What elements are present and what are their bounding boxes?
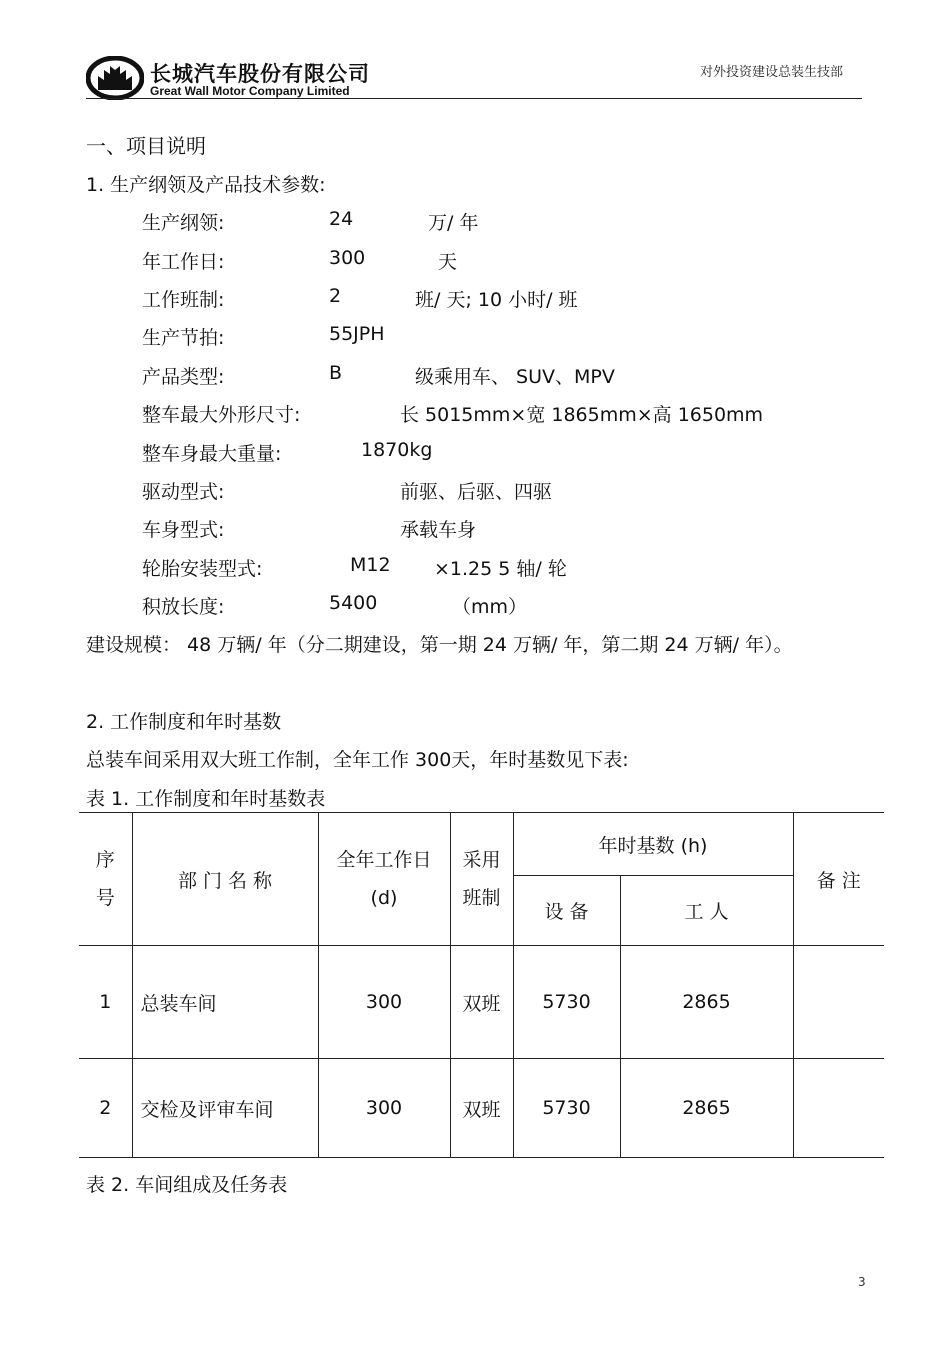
param-value: 300 <box>329 247 366 269</box>
param-label: 驱动型式: <box>142 481 225 503</box>
param-unit: ×1.25 5 轴/ 轮 <box>434 558 567 580</box>
header-work-days-label: 全年工作日 <box>336 849 432 871</box>
great-wall-logo-icon <box>86 56 144 100</box>
cell-dept-name: 总装车间 <box>132 946 318 1059</box>
header-shift <box>450 813 513 946</box>
param-value: 24 <box>329 208 354 230</box>
cell-work-days: 300 <box>318 1059 450 1158</box>
cell-note <box>793 946 884 1059</box>
company-logo <box>86 56 386 100</box>
header-equipment: 设 备 <box>513 876 620 946</box>
param-value: 承载车身 <box>400 519 477 541</box>
header-seq-line1: 序 <box>95 849 115 871</box>
cell-equipment-hours: 5730 <box>513 946 620 1059</box>
param-label: 整车身最大重量: <box>142 443 282 465</box>
param-label: 产品类型: <box>142 366 225 388</box>
header-shift-line2: 班制 <box>462 887 501 909</box>
header-shift-line1: 采用 <box>462 849 501 871</box>
logo-chinese-name: 长城汽车股份有限公司 <box>150 62 370 86</box>
header-seq-line2: 号 <box>95 887 115 909</box>
header-work-days-unit: (d) <box>370 887 398 909</box>
param-value: 2 <box>329 285 342 307</box>
cell-work-days: 300 <box>318 946 450 1059</box>
cell-seq: 1 <box>79 946 132 1059</box>
param-label: 积放长度: <box>142 596 225 618</box>
section-title: 一、项目说明 <box>86 134 206 158</box>
param-label: 工作班制: <box>142 289 225 311</box>
logo-english-name: Great Wall Motor Company Limited <box>150 84 350 98</box>
param-value: B <box>329 362 343 384</box>
header-annual-hours: 年时基数 (h) <box>513 813 793 876</box>
header-seq <box>79 813 132 946</box>
param-value: M12 <box>350 554 391 576</box>
param-unit: （mm） <box>452 596 528 618</box>
param-label: 整车最大外形尺寸: <box>142 404 301 426</box>
param-value: 前驱、后驱、四驱 <box>400 481 553 503</box>
param-value: 长 5015mm×宽 1865mm×高 1650mm <box>400 404 764 426</box>
subsection-title: 1. 生产纲领及产品技术参数: <box>86 174 326 196</box>
param-value: 55JPH <box>329 323 385 345</box>
cell-dept-name: 交检及评审车间 <box>132 1059 318 1158</box>
section-description: 总装车间采用双大班工作制，全年工作 300天，年时基数见下表: <box>86 749 629 771</box>
header-worker: 工 人 <box>620 876 793 946</box>
cell-worker-hours: 2865 <box>620 946 793 1059</box>
header-divider <box>86 98 862 99</box>
cell-equipment-hours: 5730 <box>513 1059 620 1158</box>
page-number: 3 <box>858 1275 866 1289</box>
table-caption: 表 1. 工作制度和年时基数表 <box>86 788 326 810</box>
param-value: 1870kg <box>361 439 433 461</box>
param-unit: 天 <box>438 251 458 273</box>
table-caption: 表 2. 车间组成及任务表 <box>86 1174 288 1196</box>
param-value: 5400 <box>329 592 378 614</box>
cell-note <box>793 1059 884 1158</box>
table-row <box>79 1059 884 1158</box>
cell-shift: 双班 <box>450 1059 513 1158</box>
header-work-days <box>318 813 450 946</box>
header-dept-name: 部 门 名 称 <box>132 813 318 946</box>
work-system-table <box>79 812 884 1158</box>
param-label: 车身型式: <box>142 519 225 541</box>
table-row <box>79 946 884 1059</box>
cell-shift: 双班 <box>450 946 513 1059</box>
param-unit: 万/ 年 <box>428 212 479 234</box>
param-unit: 级乘用车、 SUV、MPV <box>415 366 615 388</box>
construction-scale: 建设规模： 48 万辆/ 年（分二期建设，第一期 24 万辆/ 年，第二期 24 万辆/ 年）。 <box>86 634 793 656</box>
param-unit: 班/ 天; 10 小时/ 班 <box>415 289 578 311</box>
param-label: 轮胎安装型式: <box>142 558 263 580</box>
param-label: 年工作日: <box>142 251 225 273</box>
subsection-title: 2. 工作制度和年时基数 <box>86 711 282 733</box>
cell-worker-hours: 2865 <box>620 1059 793 1158</box>
cell-seq: 2 <box>79 1059 132 1158</box>
department-label: 对外投资建设总装生技部 <box>700 65 844 80</box>
header-note: 备 注 <box>793 813 884 946</box>
param-label: 生产节拍: <box>142 327 225 349</box>
table-header-row <box>79 813 884 876</box>
param-label: 生产纲领: <box>142 212 225 234</box>
